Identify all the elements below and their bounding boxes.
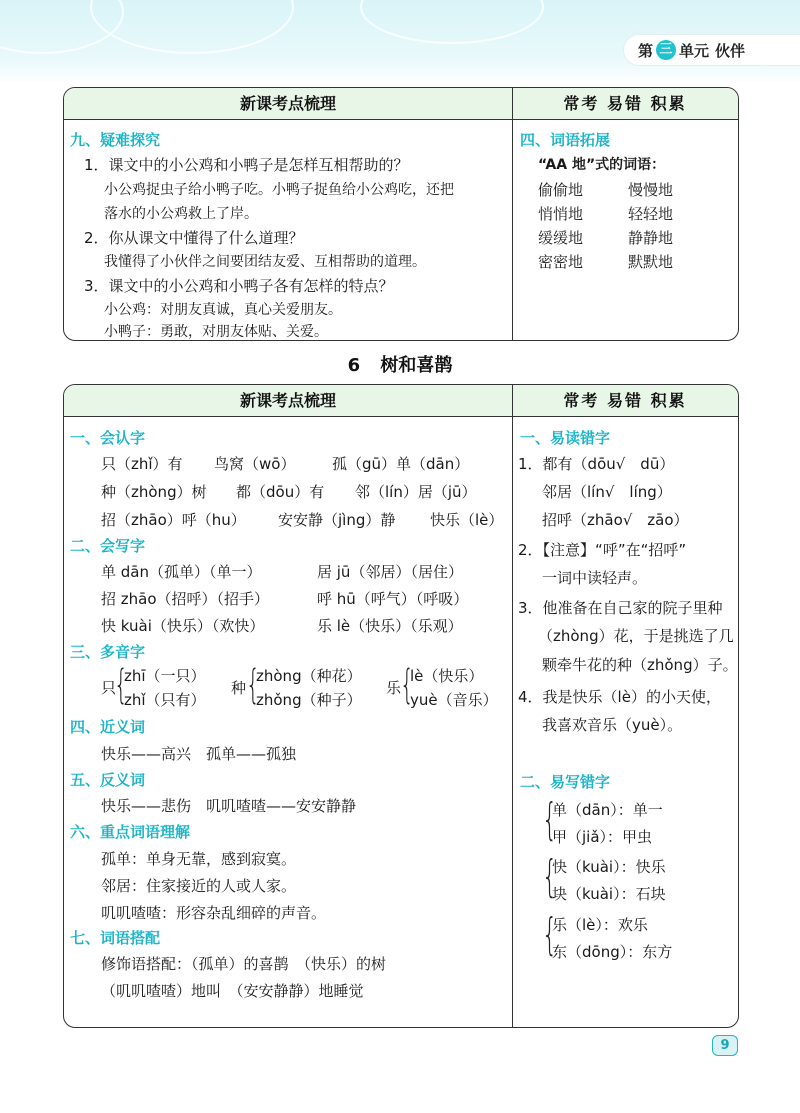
answer: 小鸭子：勇敢，对朋友体贴、关爱。 bbox=[104, 324, 328, 340]
word: 缓缓地 bbox=[538, 229, 584, 247]
note-line: 3．他准备在自己家的院子里种 bbox=[518, 599, 723, 617]
brace-icon: { bbox=[542, 794, 558, 845]
header-right: 常考 易错 积累 bbox=[563, 391, 687, 410]
char-item: 鸟窝（wō） bbox=[214, 455, 296, 473]
write-item: 单 dān（孤单）（单一） bbox=[101, 563, 262, 581]
polyphone-char: 种 bbox=[231, 679, 247, 697]
answer: 小公鸡：对朋友真诚，真心关爱朋友。 bbox=[104, 302, 342, 318]
write-item: 招 zhāo（招呼）（招手） bbox=[101, 590, 270, 608]
panel-review-2 bbox=[63, 384, 739, 1028]
char-item: 招（zhāo）呼（hu） bbox=[101, 511, 246, 529]
char-item: 快乐（lè） bbox=[430, 511, 504, 529]
unit-pre: 第 bbox=[638, 41, 654, 60]
write-item: 乐 lè（快乐）（乐观） bbox=[317, 617, 463, 635]
collocation: 修饰语搭配：（孤单）的喜鹊 （快乐）的树 bbox=[101, 955, 387, 973]
definition: 孤单：单身无靠，感到寂寞。 bbox=[101, 850, 297, 868]
misread-item: 1．都有（dōu√ dū） bbox=[518, 455, 675, 473]
section-title: 六、重点词语理解 bbox=[70, 823, 191, 841]
confusable-item: 块（kuài）：石块 bbox=[552, 885, 666, 903]
char-item: 种（zhòng）树 bbox=[101, 483, 207, 501]
polyphone-reading: zhǐ（只有） bbox=[124, 691, 206, 709]
confusable-item: 快（kuài）：快乐 bbox=[552, 858, 666, 876]
brace-icon: { bbox=[542, 851, 558, 902]
misread-item: 招呼（zhāo√ zāo） bbox=[542, 511, 689, 529]
unit-number: 三 bbox=[656, 40, 676, 60]
header-left: 新课考点梳理 bbox=[239, 391, 336, 410]
char-item: 都（dōu）有 bbox=[236, 483, 325, 501]
section-title: 一、易读错字 bbox=[520, 429, 611, 447]
polyphone-char: 乐 bbox=[386, 679, 402, 697]
question: 2．你从课文中懂得了什么道理？ bbox=[84, 229, 304, 247]
brace-icon: { bbox=[114, 662, 128, 708]
word: 轻轻地 bbox=[628, 205, 674, 223]
panel-header bbox=[64, 88, 738, 120]
unit-post: 单元 bbox=[679, 41, 710, 60]
collocation: （叽叽喳喳）地叫 （安安静静）地睡觉 bbox=[101, 982, 364, 1000]
section-title: 一、会认字 bbox=[70, 429, 146, 447]
page-number: 9 bbox=[712, 1035, 738, 1056]
word: 默默地 bbox=[628, 253, 674, 271]
note-line: （zhòng）花，于是挑选了几 bbox=[538, 627, 734, 645]
char-item: 孤（gū）单（dān） bbox=[332, 455, 470, 473]
char-item: 安安静（jìng）静 bbox=[278, 511, 396, 529]
note-line: 4．我是快乐（lè）的小天使， bbox=[518, 688, 721, 706]
word: 密密地 bbox=[538, 253, 584, 271]
unit-theme: 伙伴 bbox=[715, 41, 746, 60]
char-item: 只（zhǐ）有 bbox=[101, 455, 183, 473]
brace-icon: { bbox=[246, 662, 260, 708]
column-divider bbox=[512, 385, 513, 1027]
synonym-line: 快乐——高兴 孤单——孤独 bbox=[101, 745, 297, 763]
polyphone-reading: zhòng（种花） bbox=[256, 667, 362, 685]
polyphone-char: 只 bbox=[101, 679, 117, 697]
section-title: 二、会写字 bbox=[70, 537, 146, 555]
polyphone-reading: lè（快乐） bbox=[410, 667, 484, 685]
panel-review-1 bbox=[63, 87, 739, 341]
decor-swoosh bbox=[90, 0, 294, 54]
question: 1．课文中的小公鸡和小鸭子是怎样互相帮助的？ bbox=[84, 156, 409, 174]
section-title: 五、反义词 bbox=[70, 771, 146, 789]
answer: 落水的小公鸡救上了岸。 bbox=[104, 206, 258, 222]
confusable-item: 东（dōng）：东方 bbox=[552, 943, 673, 961]
question: 3．课文中的小公鸡和小鸭子各有怎样的特点？ bbox=[84, 277, 394, 295]
word: 慢慢地 bbox=[628, 181, 674, 199]
word: 偷偷地 bbox=[538, 181, 584, 199]
lesson-number: 6 bbox=[347, 355, 361, 376]
polyphone-reading: zhǒng（种子） bbox=[256, 691, 362, 709]
note-line: 一词中读轻声。 bbox=[542, 569, 648, 587]
section-title: 九、疑难探究 bbox=[70, 131, 161, 149]
confusable-item: 乐（lè）：欢乐 bbox=[552, 916, 648, 934]
column-divider bbox=[512, 88, 513, 340]
lesson-title bbox=[0, 351, 800, 377]
word: 悄悄地 bbox=[538, 205, 584, 223]
misread-item: 邻居（lín√ líng） bbox=[542, 483, 672, 501]
brace-icon: { bbox=[400, 662, 414, 708]
note-line: 2．【注意】“呼”在“招呼” bbox=[518, 541, 687, 559]
confusable-item: 单（dān）：单一 bbox=[552, 801, 663, 819]
header-right: 常考 易错 积累 bbox=[563, 94, 687, 113]
answer: 我懂得了小伙伴之间要团结友爱、互相帮助的道理。 bbox=[104, 254, 426, 270]
write-item: 居 jū（邻居）（居住） bbox=[317, 563, 463, 581]
panel-header bbox=[64, 385, 738, 417]
confusable-item: 甲（jiǎ）：甲虫 bbox=[552, 828, 653, 846]
definition: 叽叽喳喳：形容杂乱细碎的声音。 bbox=[101, 904, 327, 922]
definition: 邻居：住家接近的人或人家。 bbox=[101, 877, 297, 895]
section-title: 四、近义词 bbox=[70, 718, 146, 736]
brace-icon: { bbox=[542, 909, 558, 960]
write-item: 快 kuài（快乐）（欢快） bbox=[101, 617, 265, 635]
lesson-name: 树和喜鹊 bbox=[380, 355, 453, 376]
unit-header bbox=[624, 35, 800, 65]
polyphone-reading: zhī（一只） bbox=[124, 667, 206, 685]
polyphone-reading: yuè（音乐） bbox=[410, 691, 498, 709]
decor-swoosh bbox=[360, 0, 544, 44]
write-item: 呼 hū（呼气）（呼吸） bbox=[317, 590, 469, 608]
antonym-line: 快乐——悲伤 叽叽喳喳——安安静静 bbox=[101, 797, 357, 815]
note-line: 颗牵牛花的种（zhǒng）子。 bbox=[542, 656, 738, 674]
section-title: 四、词语拓展 bbox=[520, 131, 611, 149]
section-title: 三、多音字 bbox=[70, 643, 146, 661]
section-title: 七、词语搭配 bbox=[70, 929, 161, 947]
section-title: 二、易写错字 bbox=[520, 773, 611, 791]
note-line: 我喜欢音乐（yuè）。 bbox=[542, 716, 683, 734]
char-item: 邻（lín）居（jū） bbox=[355, 483, 477, 501]
subheading: “AA 地”式的词语： bbox=[538, 157, 666, 173]
header-left: 新课考点梳理 bbox=[239, 94, 336, 113]
answer: 小公鸡捉虫子给小鸭子吃。小鸭子捉鱼给小公鸡吃，还把 bbox=[104, 182, 454, 198]
word: 静静地 bbox=[628, 229, 674, 247]
